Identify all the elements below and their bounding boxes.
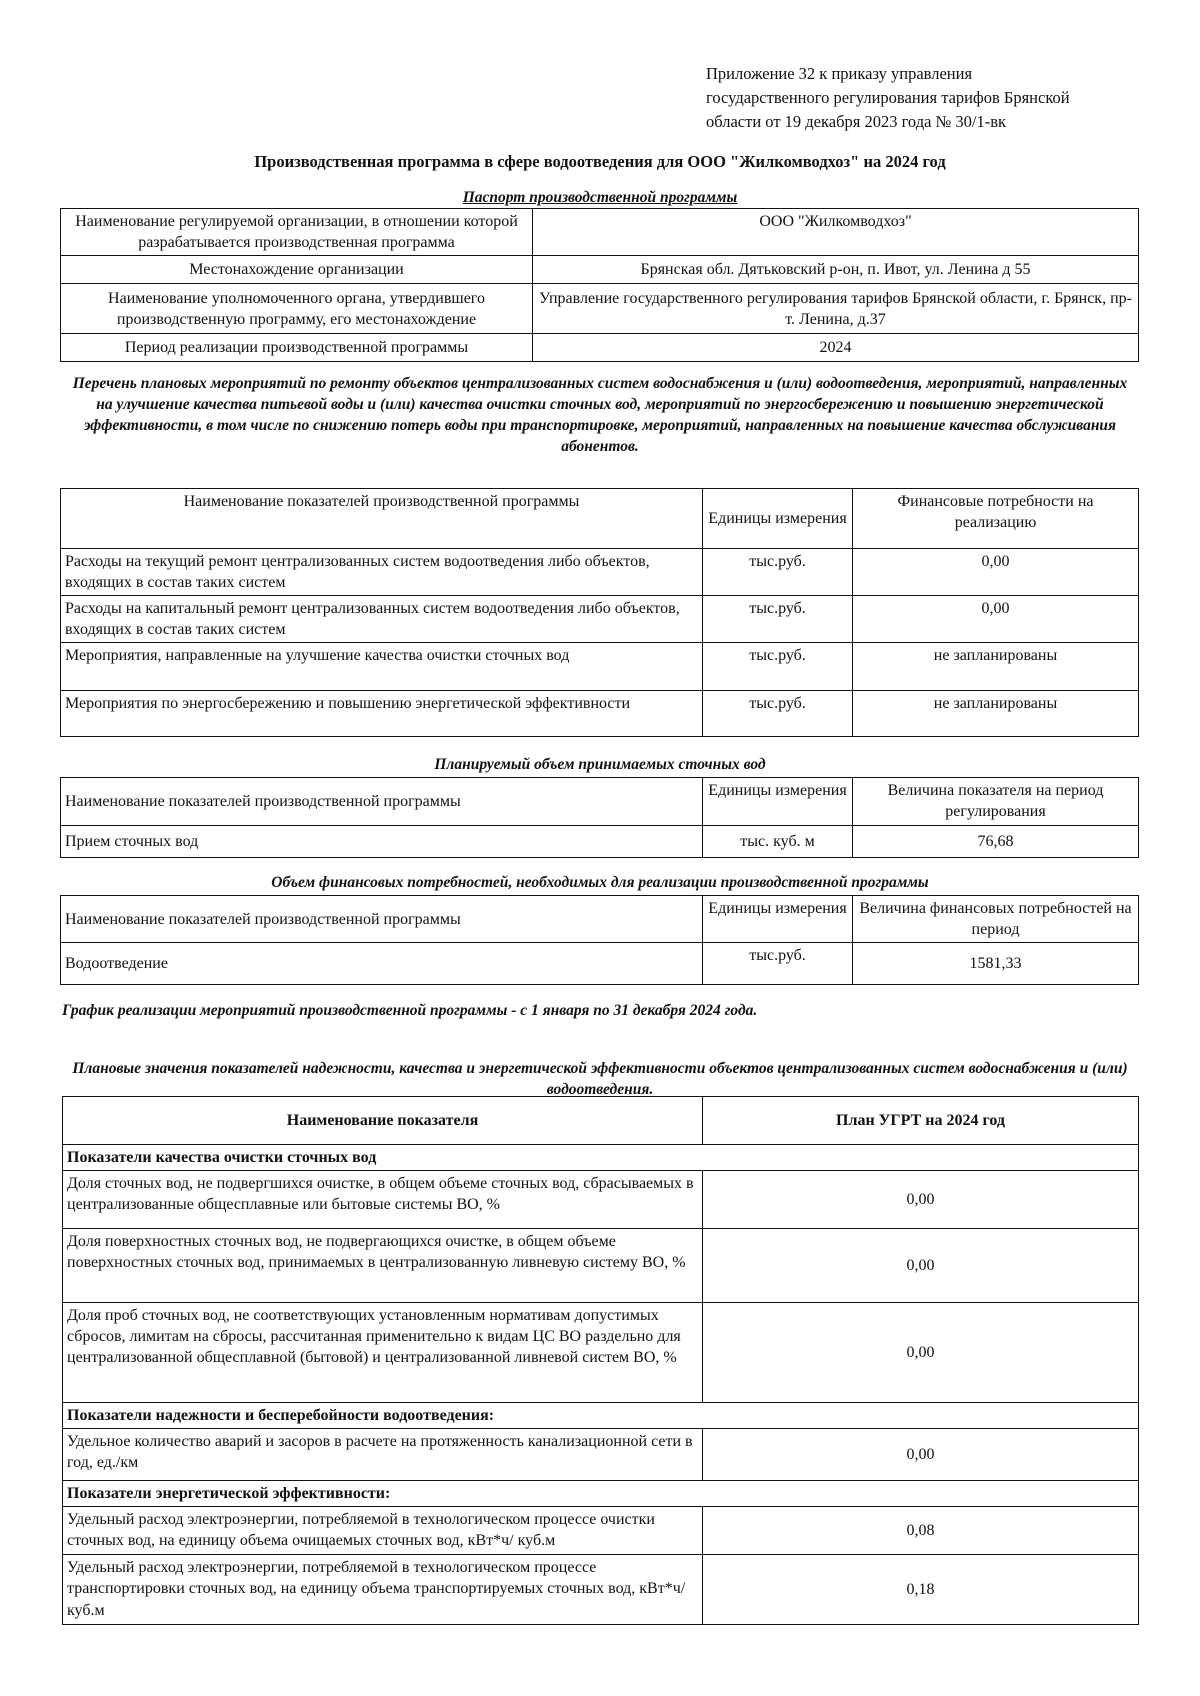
passport-value: 2024: [533, 334, 1139, 362]
section-title: Показатели качества очистки сточных вод: [63, 1145, 1139, 1171]
measures-table: [60, 488, 1139, 737]
table-row: [61, 209, 1139, 256]
appendix-line: Приложение 32 к приказу управления: [706, 64, 973, 83]
table-row: [61, 549, 1139, 596]
passport-caption: Паспорт производственной программы: [462, 189, 738, 206]
indicator-name: Удельный расход электроэнергии, потребляемой в технологическом процессе очистки сточных вод, на единицу объема очищаемых сточных вод, кВт*ч/ куб.м: [63, 1507, 703, 1555]
passport-value: Брянская обл. Дятьковский р-он, п. Ивот, ул. Ленина д 55: [533, 256, 1139, 284]
column-header: Единицы измерения: [703, 778, 853, 826]
volume-unit: тыс. куб. м: [703, 826, 853, 858]
section-title: Показатели энергетической эффективности:: [63, 1481, 1139, 1507]
section-row: [63, 1403, 1139, 1429]
measure-value: не запланированы: [853, 691, 1139, 737]
indicator-name: Доля сточных вод, не подвергшихся очистке, в общем объеме сточных вод, сбрасываемых в централизованные общесплавные или бытовые системы ВО, %: [63, 1171, 703, 1229]
indicator-value: 0,00: [703, 1429, 1139, 1481]
passport-table: [60, 208, 1139, 362]
column-header: Наименование показателей производственной программы: [61, 896, 703, 943]
section-row: [63, 1481, 1139, 1507]
measure-name: Расходы на текущий ремонт централизованных систем водоотведения либо объектов, входящих в состав таких систем: [61, 549, 703, 596]
indicator-name: Удельное количество аварий и засоров в расчете на протяженность канализационной сети в год, ед./км: [63, 1429, 703, 1481]
measure-unit: тыс.руб.: [703, 549, 853, 596]
indicators-table: [62, 1096, 1139, 1625]
column-header: План УГРТ на 2024 год: [703, 1097, 1139, 1145]
indicators-caption: Плановые значения показателей надежности, качества и энергетической эффективности объектов централизованных систем водоснабжения и (или) водоотведения.: [72, 1060, 1128, 1098]
appendix-line: государственного регулирования тарифов Брянской: [706, 88, 1070, 107]
measure-value: 0,00: [853, 596, 1139, 643]
table-row: [61, 596, 1139, 643]
table-row: [63, 1507, 1139, 1555]
column-header: Финансовые потребности на реализацию: [853, 489, 1139, 549]
measure-value: 0,00: [853, 549, 1139, 596]
passport-value: Управление государственного регулирования тарифов Брянской области, г. Брянск, пр-т. Ленина, д.37: [533, 284, 1139, 334]
measure-value: не запланированы: [853, 643, 1139, 691]
column-header: Наименование показателей производственной программы: [61, 778, 703, 826]
measure-unit: тыс.руб.: [703, 643, 853, 691]
table-header-row: [61, 489, 1139, 549]
table-header-row: [61, 778, 1139, 826]
table-row: [63, 1429, 1139, 1481]
indicator-name: Удельный расход электроэнергии, потребляемой в технологическом процессе транспортировки сточных вод, на единицу объема транспортируемых сточных вод, кВт*ч/ куб.м: [63, 1555, 703, 1625]
measure-name: Расходы на капитальный ремонт централизованных систем водоотведения либо объектов, входящих в состав таких систем: [61, 596, 703, 643]
measure-unit: тыс.руб.: [703, 596, 853, 643]
indicator-value: 0,08: [703, 1507, 1139, 1555]
measure-name: Мероприятия, направленные на улучшение качества очистки сточных вод: [61, 643, 703, 691]
indicator-value: 0,18: [703, 1555, 1139, 1625]
passport-label: Наименование уполномоченного органа, утвердившего производственную программу, его местонахождение: [61, 284, 533, 334]
document-title: Производственная программа в сфере водоотведения для ООО "Жилкомводхоз" на 2024 год: [254, 152, 946, 171]
volume-table: [60, 777, 1139, 858]
indicator-value: 0,00: [703, 1171, 1139, 1229]
table-row: [61, 284, 1139, 334]
table-row: [63, 1303, 1139, 1403]
table-row: [63, 1555, 1139, 1625]
measure-unit: тыс.руб.: [703, 691, 853, 737]
volume-name: Прием сточных вод: [61, 826, 703, 858]
finance-unit: тыс.руб.: [703, 943, 853, 985]
indicator-name: Доля проб сточных вод, не соответствующих установленным нормативам допустимых сбросов, лимитам на сбросы, рассчитанная применительно к видам ЦС ВО раздельно для централизованной общесплавной (бытовой) и централизованной ливневой систем ВО, %: [63, 1303, 703, 1403]
appendix-note: [706, 62, 1146, 134]
table-header-row: [63, 1097, 1139, 1145]
finance-caption: Объем финансовых потребностей, необходимых для реализации производственной программы: [271, 874, 929, 891]
measures-caption: Перечень плановых мероприятий по ремонту объектов централизованных систем водоснабжения и (или) водоотведения, мероприятий, направленных на улучшение качества питьевой воды и (или) качества очистки сточных вод, мероприятий по энергосбережению и повышению энергетической эффективности, в том числе по снижению потерь воды при транспортировке, мероприятий, направленных на повышение качества обслуживания абонентов.: [72, 375, 1128, 455]
indicator-value: 0,00: [703, 1303, 1139, 1403]
finance-name: Водоотведение: [61, 943, 703, 985]
passport-label: Наименование регулируемой организации, в отношении которой разрабатывается производственная программа: [61, 209, 533, 256]
passport-value: ООО "Жилкомводхоз": [533, 209, 1139, 256]
volume-caption: Планируемый объем принимаемых сточных вод: [434, 756, 766, 773]
column-header: Величина показателя на период регулирования: [853, 778, 1139, 826]
passport-label: Местонахождение организации: [61, 256, 533, 284]
volume-value: 76,68: [853, 826, 1139, 858]
section-title: Показатели надежности и бесперебойности водоотведения:: [63, 1403, 1139, 1429]
table-row: [63, 1229, 1139, 1303]
indicator-value: 0,00: [703, 1229, 1139, 1303]
table-row: [61, 643, 1139, 691]
column-header: Единицы измерения: [703, 489, 853, 549]
table-row: [63, 1171, 1139, 1229]
indicator-name: Доля поверхностных сточных вод, не подвергающихся очистке, в общем объеме поверхностных сточных вод, принимаемых в централизованную ливневую систему ВО, %: [63, 1229, 703, 1303]
table-row: [61, 334, 1139, 362]
finance-value: 1581,33: [853, 943, 1139, 985]
finance-table: [60, 895, 1139, 985]
table-row: [61, 256, 1139, 284]
appendix-line: области от 19 декабря 2023 года № 30/1-вк: [706, 112, 1007, 131]
schedule-text: График реализации мероприятий производственной программы - с 1 января по 31 декабря 2024 года.: [62, 1002, 758, 1019]
column-header: Единицы измерения: [703, 896, 853, 943]
column-header: Величина финансовых потребностей на период: [853, 896, 1139, 943]
passport-label: Период реализации производственной программы: [61, 334, 533, 362]
column-header: Наименование показателей производственной программы: [61, 489, 703, 549]
column-header: Наименование показателя: [63, 1097, 703, 1145]
measure-name: Мероприятия по энергосбережению и повышению энергетической эффективности: [61, 691, 703, 737]
table-header-row: [61, 896, 1139, 943]
section-row: [63, 1145, 1139, 1171]
table-row: [61, 826, 1139, 858]
table-row: [61, 943, 1139, 985]
table-row: [61, 691, 1139, 737]
